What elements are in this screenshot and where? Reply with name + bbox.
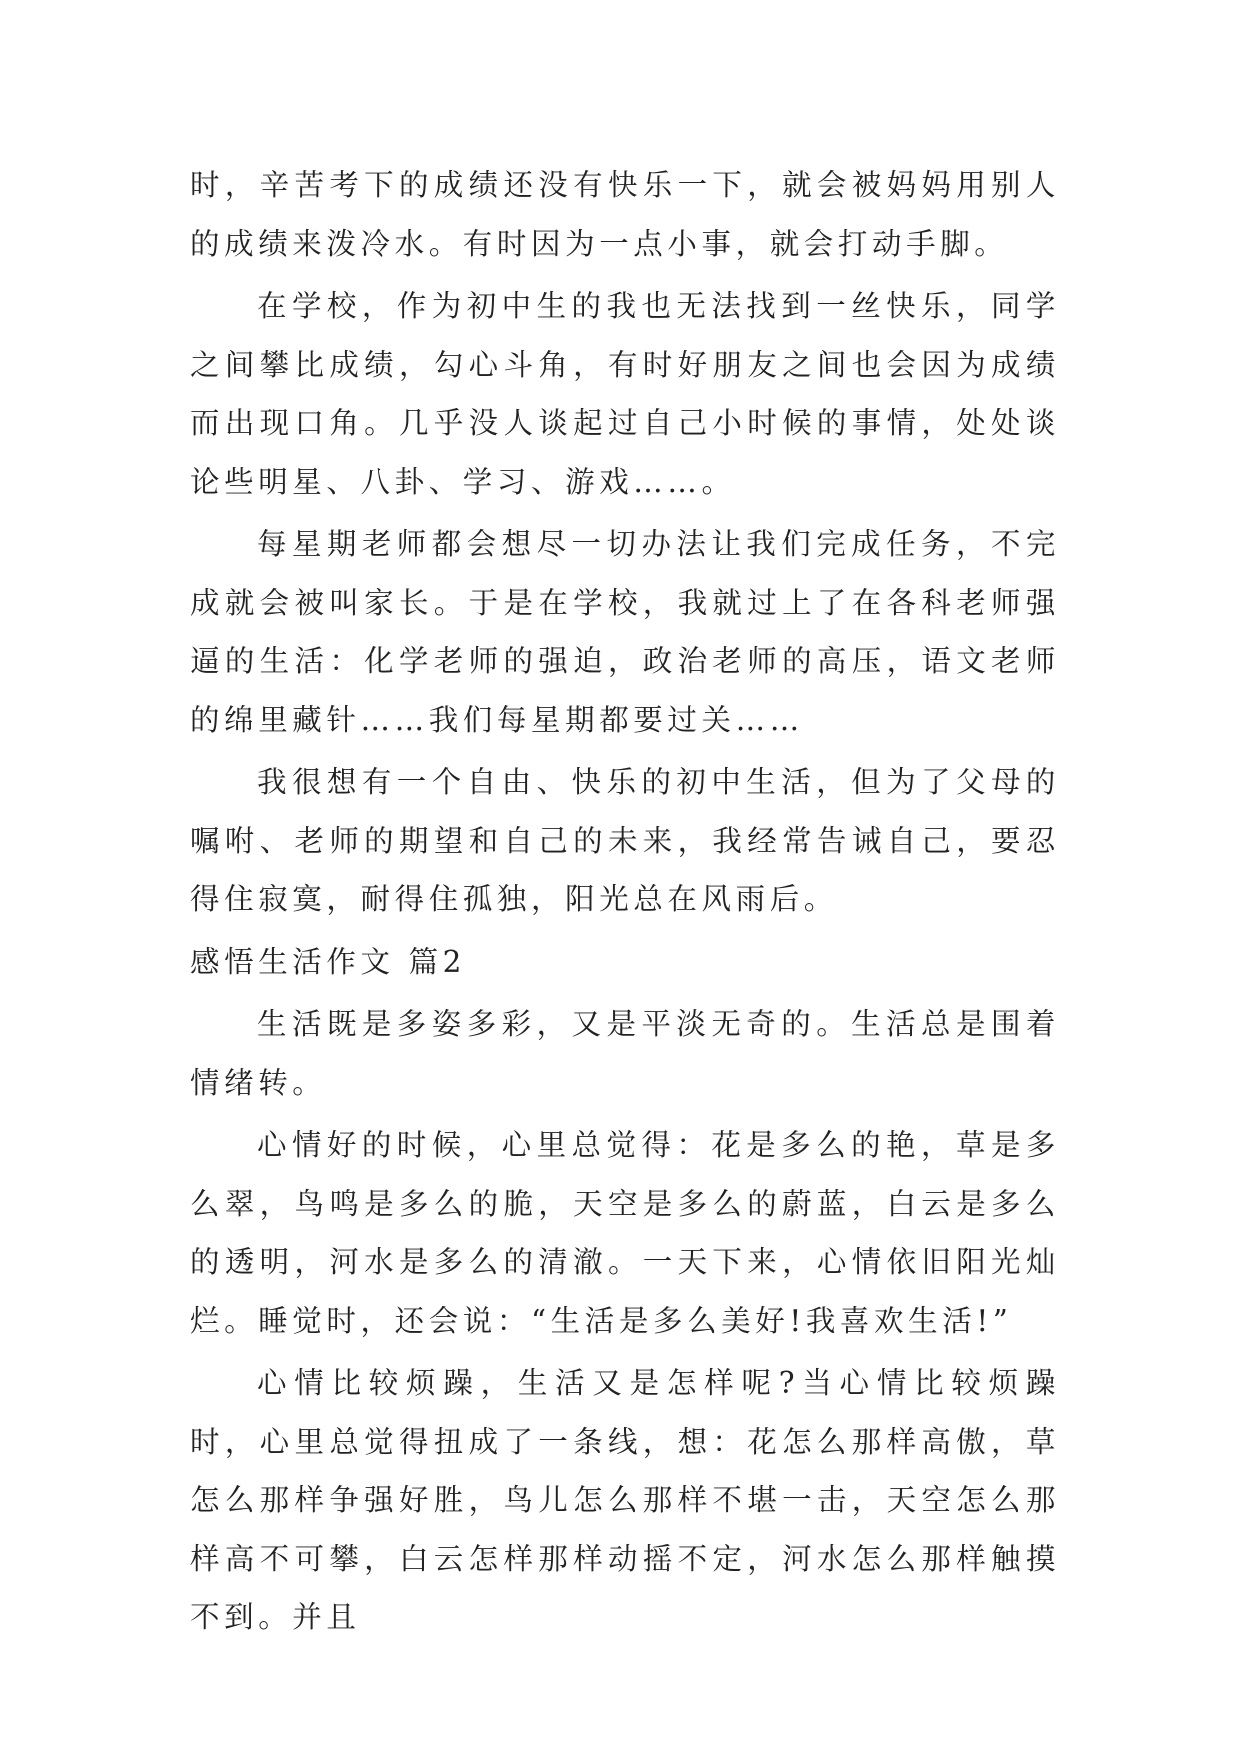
paragraph: 在学校，作为初中生的我也无法找到一丝快乐，同学之间攀比成绩，勾心斗角，有时好朋友之间也会因为成绩而出现口角。几乎没人谈起过自己小时候的事情，处处谈论些明星、八卦、学习、游戏……。 xyxy=(190,289,1060,499)
paragraph-continuation: 时，辛苦考下的成绩还没有快乐一下，就会被妈妈用别人的成绩来泼冷水。有时因为一点小事，就会打动手脚。 xyxy=(190,168,1060,261)
paragraph: 我很想有一个自由、快乐的初中生活，但为了父母的嘱咐、老师的期望和自己的未来，我经常告诫自己，要忍得住寂寞，耐得住孤独，阳光总在风雨后。 xyxy=(190,765,1060,916)
paragraph: 生活既是多姿多彩，又是平淡无奇的。生活总是围着情绪转。 xyxy=(190,1007,1060,1100)
paragraph: 心情好的时候，心里总觉得：花是多么的艳，草是多么翠，鸟鸣是多么的脆，天空是多么的蔚蓝，白云是多么的透明，河水是多么的清澈。一天下来，心情依旧阳光灿烂。睡觉时，还会说：“生活是多么美好!我喜欢生活!” xyxy=(190,1128,1060,1338)
paragraph: 心情比较烦躁，生活又是怎样呢?当心情比较烦躁时，心里总觉得扭成了一条线，想：花怎么那样高傲，草怎么那样争强好胜，鸟儿怎么那样不堪一击，天空怎么那样高不可攀，白云怎样那样动摇不定，河水怎么那样触摸不到。并且 xyxy=(190,1366,1060,1634)
document-body xyxy=(190,156,1060,1651)
paragraph: 每星期老师都会想尽一切办法让我们完成任务，不完成就会被叫家长。于是在学校，我就过上了在各科老师强逼的生活：化学老师的强迫，政治老师的高压，语文老师的绵里藏针……我们每星期都要过关…… xyxy=(190,527,1060,737)
section-heading: 感悟生活作文 篇2 xyxy=(190,944,467,979)
